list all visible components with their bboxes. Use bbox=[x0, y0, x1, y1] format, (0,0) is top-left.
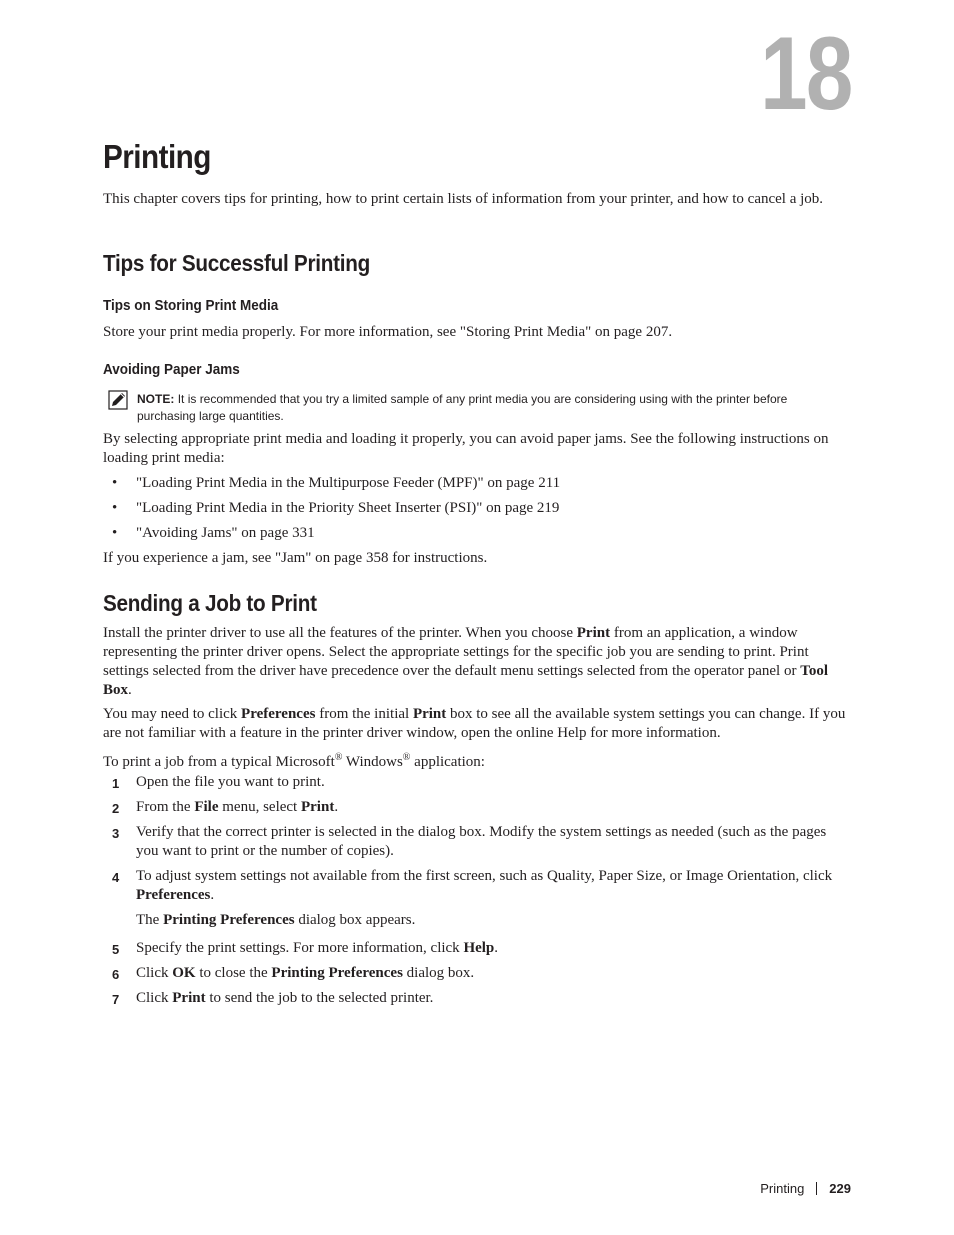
ui-term-tool-box: Tool Box bbox=[103, 663, 829, 698]
registered-mark: ® bbox=[402, 752, 411, 763]
text-run: . bbox=[494, 940, 499, 956]
text-run: Specify the print settings. For more information, click bbox=[136, 940, 464, 956]
bullet-icon: • bbox=[112, 475, 118, 491]
tips-heading: Tips for Successful Printing bbox=[103, 250, 370, 276]
step-number: 5 bbox=[112, 942, 120, 957]
loading-psi-link[interactable]: "Loading Print Media in the Priority Sheet Inserter (PSI)" on page 219 bbox=[136, 500, 560, 516]
bullet-icon: • bbox=[112, 525, 118, 541]
step-text: Verify that the correct printer is selected in the dialog box. Modify the system settings as needed (such as the pages you want to print or the number of copies). bbox=[136, 824, 827, 859]
text-run: Install the printer driver to use all the features of the printer. When you choose bbox=[103, 625, 577, 641]
page-title: Printing bbox=[103, 138, 211, 175]
ui-term-print: Print bbox=[172, 990, 206, 1006]
text-run: from an application, a window representing the printer driver opens. Select the appropriate settings for the specific job you are sending to print. Print settings selected from the driver have precedence over the default menu settings selected from the operator panel or bbox=[103, 625, 809, 679]
text-run: From the bbox=[136, 799, 195, 815]
jam-reference-paragraph: If you experience a jam, see "Jam" on page 358 for instructions. bbox=[103, 550, 488, 566]
ui-term-preferences: Preferences bbox=[136, 887, 211, 903]
text-run: Windows bbox=[342, 754, 403, 770]
step-item bbox=[103, 798, 849, 823]
text-run: to send the job to the selected printer. bbox=[205, 990, 434, 1006]
ui-term-printing-preferences: Printing Preferences bbox=[163, 912, 295, 928]
intro-paragraph: This chapter covers tips for printing, how to print certain lists of information from your printer, and how to cancel a job. bbox=[103, 191, 824, 207]
list-item bbox=[103, 499, 849, 524]
sending-heading: Sending a Job to Print bbox=[103, 590, 317, 616]
ui-term-printing-preferences: Printing Preferences bbox=[271, 965, 403, 981]
jams-heading: Avoiding Paper Jams bbox=[103, 361, 240, 378]
ui-term-preferences: Preferences bbox=[241, 706, 316, 722]
text-run: . bbox=[210, 887, 215, 903]
ui-term-print: Print bbox=[300, 799, 335, 815]
storing-paragraph: Store your print media properly. For more information, see "Storing Print Media" on page 207. bbox=[103, 324, 673, 340]
text-run: To print a job from a typical Microsoft bbox=[103, 754, 335, 770]
text-run: menu, select bbox=[218, 799, 301, 815]
text-run: You may need to click bbox=[103, 706, 242, 722]
pencil-note-icon bbox=[108, 390, 128, 410]
text-run: . bbox=[334, 799, 339, 815]
ui-term-print: Print bbox=[412, 706, 447, 722]
page-footer bbox=[760, 1181, 851, 1196]
note-label: NOTE: bbox=[137, 392, 175, 406]
step-number: 2 bbox=[112, 801, 120, 816]
sending-paragraph-3 bbox=[103, 748, 849, 772]
text-run: Click bbox=[136, 990, 173, 1006]
registered-mark: ® bbox=[334, 752, 343, 763]
step-item bbox=[103, 773, 849, 798]
loading-links-list bbox=[103, 474, 849, 549]
step-result bbox=[136, 911, 849, 930]
avoiding-jams-link[interactable]: "Avoiding Jams" on page 331 bbox=[136, 525, 315, 541]
step-number: 6 bbox=[112, 967, 120, 982]
list-item bbox=[103, 524, 849, 549]
text-run: application: bbox=[410, 754, 485, 770]
step-number: 3 bbox=[112, 826, 120, 841]
text-run: The bbox=[136, 912, 164, 928]
print-steps-list bbox=[103, 773, 849, 1014]
step-item bbox=[103, 867, 849, 939]
step-text: Open the file you want to print. bbox=[136, 774, 325, 790]
step-number: 1 bbox=[112, 776, 120, 791]
sending-paragraph-2 bbox=[103, 705, 849, 743]
text-run: To adjust system settings not available from the first screen, such as Quality, Paper Size, or Image Orientation, click bbox=[136, 868, 833, 884]
text-run: dialog box. bbox=[402, 965, 475, 981]
text-run: Click bbox=[136, 965, 173, 981]
text-run: to close the bbox=[195, 965, 272, 981]
list-item bbox=[103, 474, 849, 499]
loading-mpf-link[interactable]: "Loading Print Media in the Multipurpose Feeder (MPF)" on page 211 bbox=[136, 475, 561, 491]
page-number: 229 bbox=[829, 1181, 851, 1196]
note-text bbox=[137, 391, 849, 425]
step-number: 4 bbox=[112, 870, 120, 885]
sending-paragraph-1 bbox=[103, 624, 849, 700]
step-item bbox=[103, 989, 849, 1014]
ui-term-file: File bbox=[194, 799, 219, 815]
ui-term-print: Print bbox=[576, 625, 611, 641]
text-run: dialog box appears. bbox=[294, 912, 416, 928]
text-run: . bbox=[128, 682, 132, 698]
bullet-icon: • bbox=[112, 500, 118, 516]
jams-paragraph: By selecting appropriate print media and loading it properly, you can avoid paper jams. See the following instructions on loading print media: bbox=[103, 431, 829, 466]
text-run: box to see all the available system settings you can change. If you are not familiar with a feature in the printer driver window, open the online Help for more information. bbox=[103, 706, 846, 741]
chapter-number: 18 bbox=[760, 16, 852, 132]
step-item bbox=[103, 964, 849, 989]
ui-term-help: Help bbox=[463, 940, 495, 956]
footer-divider bbox=[816, 1182, 817, 1195]
step-number: 7 bbox=[112, 992, 120, 1007]
footer-section-title: Printing bbox=[760, 1181, 805, 1196]
storing-heading: Tips on Storing Print Media bbox=[103, 297, 279, 314]
step-item bbox=[103, 823, 849, 867]
step-item bbox=[103, 939, 849, 964]
note-body: It is recommended that you try a limited sample of any print media you are considering using with the printer before purchasing large quantities. bbox=[137, 392, 788, 423]
ui-term-ok: OK bbox=[172, 965, 196, 981]
text-run: from the initial bbox=[315, 706, 413, 722]
